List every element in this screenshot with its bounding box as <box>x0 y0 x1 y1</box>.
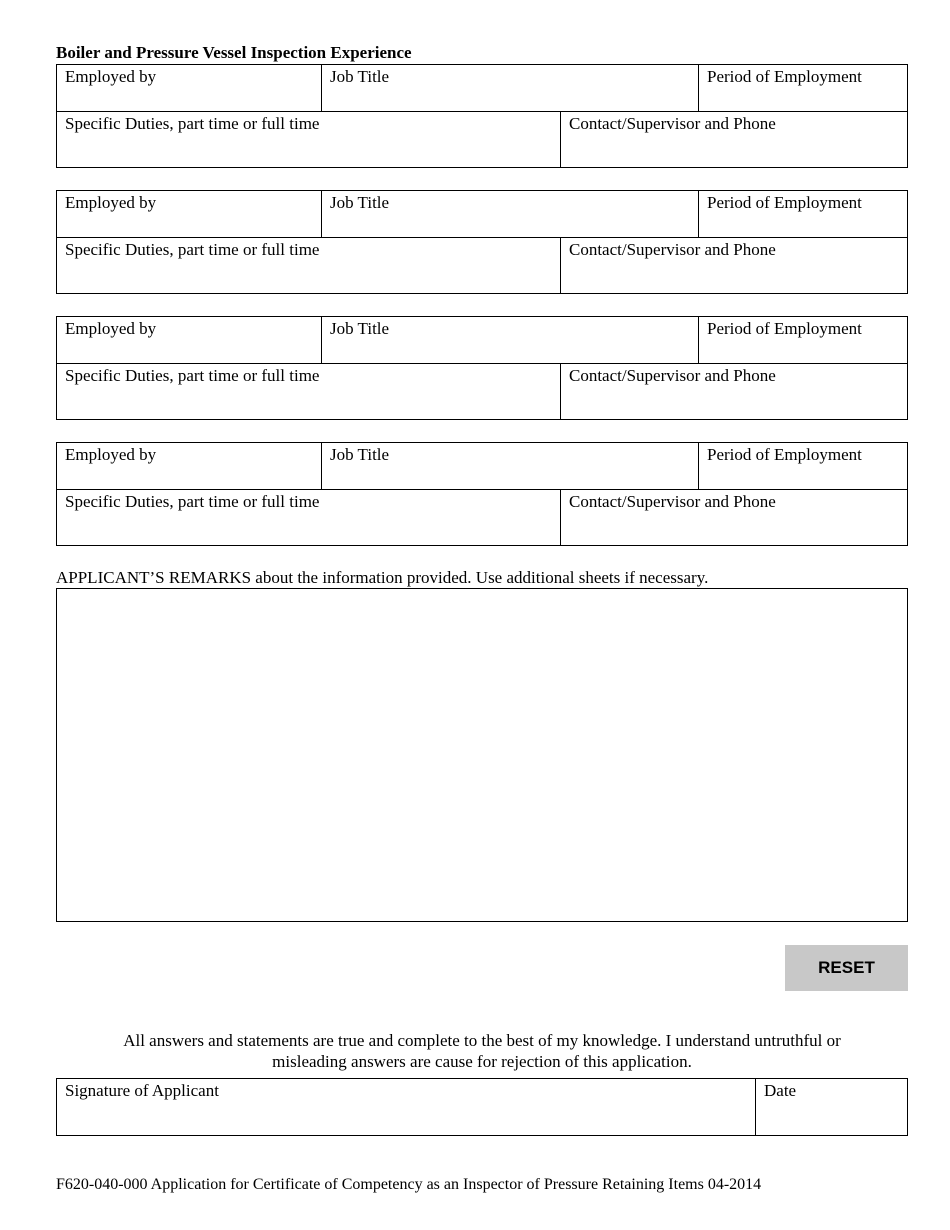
job-title-field[interactable]: Job Title <box>321 190 699 238</box>
signature-field[interactable]: Signature of Applicant <box>56 1078 756 1136</box>
employed-by-field[interactable]: Employed by <box>56 64 322 112</box>
employed-by-field[interactable]: Employed by <box>56 190 322 238</box>
employed-by-field[interactable]: Employed by <box>56 316 322 364</box>
period-of-employment-field[interactable]: Period of Employment <box>698 442 908 490</box>
contact-supervisor-field[interactable]: Contact/Supervisor and Phone <box>560 237 908 294</box>
period-of-employment-field[interactable]: Period of Employment <box>698 190 908 238</box>
employment-block-1 <box>56 64 908 168</box>
specific-duties-field[interactable]: Specific Duties, part time or full time <box>56 111 561 168</box>
contact-supervisor-field[interactable]: Contact/Supervisor and Phone <box>560 489 908 546</box>
specific-duties-field[interactable]: Specific Duties, part time or full time <box>56 363 561 420</box>
section-title: Boiler and Pressure Vessel Inspection Experience <box>56 43 412 62</box>
specific-duties-field[interactable]: Specific Duties, part time or full time <box>56 237 561 294</box>
reset-button[interactable]: RESET <box>785 945 908 991</box>
date-field[interactable]: Date <box>755 1078 908 1136</box>
remarks-label: APPLICANT’S REMARKS about the information provided. Use additional sheets if necessary. <box>56 568 709 587</box>
job-title-field[interactable]: Job Title <box>321 64 699 112</box>
employment-block-3 <box>56 316 908 420</box>
remarks-textarea[interactable] <box>56 588 908 922</box>
employment-block-2 <box>56 190 908 294</box>
employed-by-field[interactable]: Employed by <box>56 442 322 490</box>
job-title-field[interactable]: Job Title <box>321 316 699 364</box>
period-of-employment-field[interactable]: Period of Employment <box>698 64 908 112</box>
contact-supervisor-field[interactable]: Contact/Supervisor and Phone <box>560 111 908 168</box>
period-of-employment-field[interactable]: Period of Employment <box>698 316 908 364</box>
contact-supervisor-field[interactable]: Contact/Supervisor and Phone <box>560 363 908 420</box>
specific-duties-field[interactable]: Specific Duties, part time or full time <box>56 489 561 546</box>
job-title-field[interactable]: Job Title <box>321 442 699 490</box>
form-footer: F620-040-000 Application for Certificate of Competency as an Inspector of Pressure Retaining Items 04-2014 <box>56 1176 762 1193</box>
signature-block <box>56 1078 908 1136</box>
employment-block-4 <box>56 442 908 546</box>
attestation-line-2: misleading answers are cause for rejection of this application. <box>272 1052 692 1071</box>
attestation-statement <box>56 1030 908 1072</box>
attestation-line-1: All answers and statements are true and complete to the best of my knowledge. I understand untruthful or <box>123 1031 841 1050</box>
